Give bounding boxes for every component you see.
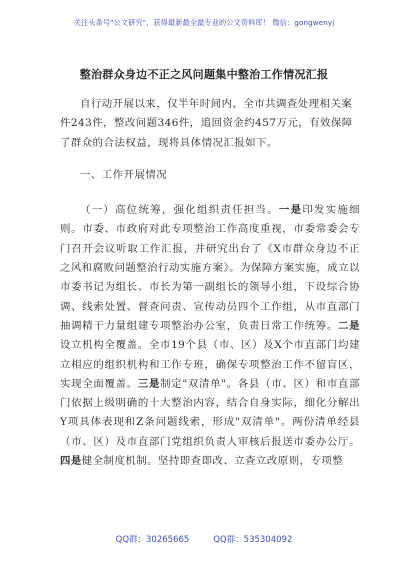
document-body — [60, 92, 360, 471]
promo-header: 关注头条号"公文研究"，获得最新最全最专业的公文资料库！ 微信：gongwenyj — [73, 18, 335, 27]
body-paragraph — [60, 201, 360, 471]
section-heading: 一、工作开展情况 — [80, 168, 168, 181]
qq-group-1: QQ群：30265665 — [115, 535, 190, 545]
point-three-label: 三是 — [137, 377, 161, 390]
document-title: 整治群众身边不正之风问题集中整治工作情况汇报 — [79, 68, 329, 81]
point-three-text: 制定"双清单"。各县（市、区）和市直部门依据上级明确的十大整治内容，结合自身实际，细化分解出Y项具体表现和Z条问题线索，形成"双清单"。两份清单经县（市、区）及市直部门党组织负责人审核后报送市委办公厅。 — [60, 377, 361, 448]
point-four-label: 四是 — [60, 455, 82, 468]
point-two-text: 设立机构全覆盖。全市19个县（市、区）及X个市直部门均建立相应的组织机构和工作专班，确保专项整治工作不留盲区，实现全面覆盖。 — [60, 339, 360, 390]
contact-footer — [0, 533, 408, 545]
point-one-text: 印发实施细则。市委、市政府对此专项整治工作高度重视，市委常委会专门召开会议听取工作汇报，并研究出台了《X市群众身边不正之风和腐败问题整治行动实施方案》。为保障方案实施，成立以市委书记为组长、市长为第一副组长的领导小组，下设综合协调、线索处置、督查问责、宣传动员四个工作组，从市直部门抽调精干力量组建专项整治办公室，负责日常工作统筹。 — [60, 204, 361, 332]
para-lead: （一）高位统筹，强化组织责任担当。 — [80, 204, 279, 217]
point-one-label: 一是 — [278, 204, 303, 217]
intro-paragraph: 自行动开展以来，仅半年时间内，全市共调查处理相关案件243件，整改问题346件，追回资金约457万元，有效保障了群众的合法权益，现将具体情况汇报如下。 — [60, 98, 353, 149]
point-two-label: 二是 — [338, 319, 361, 332]
point-four-text: 健全制度机制。坚持即查即改、立查立改原则，专项整 — [81, 455, 344, 468]
qq-group-2: QQ群：535304092 — [213, 535, 293, 545]
